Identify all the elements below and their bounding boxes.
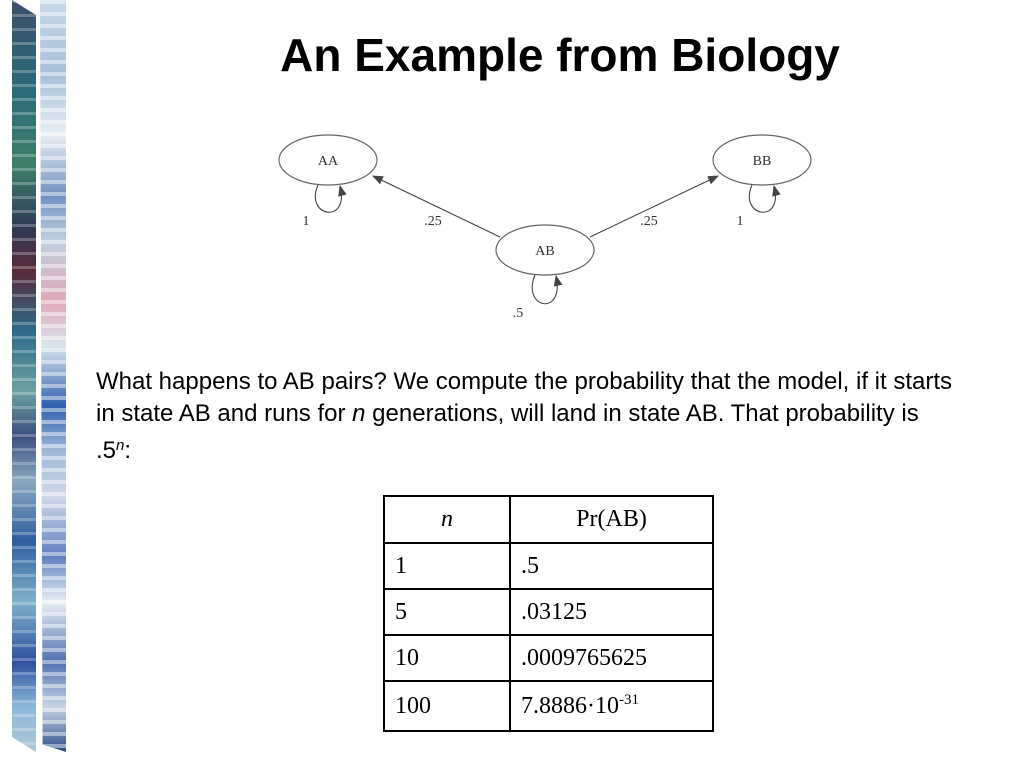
header-n <box>384 496 510 543</box>
edge-label-ab-aa: .25 <box>424 214 442 229</box>
header-n-label: n <box>441 506 453 532</box>
cell-prob: .5 <box>510 543 713 589</box>
self-loop-aa <box>315 185 341 212</box>
self-loop-ab <box>532 275 557 304</box>
cell-prob: .0009765625 <box>510 635 713 681</box>
cell-n: 10 <box>384 635 510 681</box>
cell-n: 100 <box>384 681 510 731</box>
self-loop-label-bb: 1 <box>736 214 744 229</box>
table-row <box>384 589 713 635</box>
table-row <box>384 543 713 589</box>
cell-n: 1 <box>384 543 510 589</box>
prob-base: 7.8886·10 <box>521 693 619 719</box>
cell-n: 5 <box>384 589 510 635</box>
exponent-n: n <box>116 437 125 454</box>
self-loop-bb <box>749 185 775 212</box>
self-loop-label-ab: .5 <box>512 306 524 321</box>
decorative-strip-left <box>12 0 36 752</box>
node-ab-label: AB <box>535 244 555 259</box>
self-loop-label-aa: 1 <box>302 214 310 229</box>
decorative-strip-right <box>40 0 66 752</box>
table-row <box>384 635 713 681</box>
prob-exponent: -31 <box>619 692 639 708</box>
markov-chain-diagram <box>260 125 840 335</box>
slide-title: An Example from Biology <box>280 29 840 81</box>
probability-table <box>383 495 714 732</box>
header-prob: Pr(AB) <box>510 496 713 543</box>
node-bb-label: BB <box>752 154 772 169</box>
cell-prob <box>510 681 713 731</box>
paragraph-text-3: : <box>124 437 132 464</box>
paragraph-text-2: generations, will land in state AB. That probability is .5 <box>96 400 919 464</box>
explanation-paragraph <box>96 366 956 467</box>
variable-n: n <box>352 400 366 427</box>
edge-label-ab-bb: .25 <box>640 214 658 229</box>
cell-prob: .03125 <box>510 589 713 635</box>
paragraph-text-1: What happens to AB pairs? We compute the probability that the model, if it starts in state AB and runs for <box>96 368 953 427</box>
table-row <box>384 681 713 731</box>
table-header-row <box>384 496 713 543</box>
node-aa-label: AA <box>317 154 339 169</box>
